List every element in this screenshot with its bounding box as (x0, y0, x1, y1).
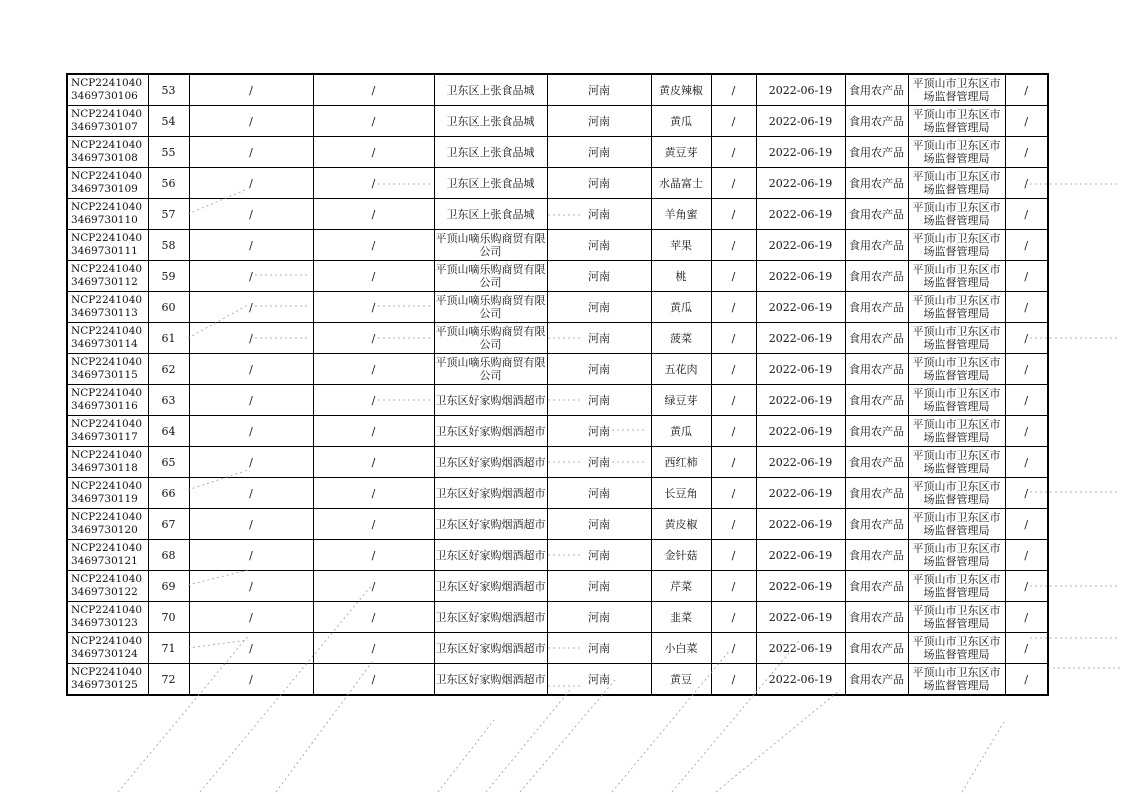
product-name-cell: 芹菜 (651, 571, 711, 602)
seller-cell: 卫东区好家购烟酒超市 (434, 416, 547, 447)
row-number-cell: 65 (148, 447, 189, 478)
table-row (67, 416, 1048, 447)
seller-cell: 平顶山嘀乐购商贸有限公司 (434, 323, 547, 354)
seller-cell: 卫东区好家购烟酒超市 (434, 385, 547, 416)
table-row (67, 354, 1048, 385)
sample-code-cell: NCP22410403469730115 (67, 354, 148, 385)
product-name-cell: 苹果 (651, 230, 711, 261)
sample-code-cell: NCP22410403469730122 (67, 571, 148, 602)
slash-cell: / (189, 106, 313, 137)
slash-cell: / (711, 199, 756, 230)
origin-cell: 河南 (547, 106, 651, 137)
slash-cell: / (1005, 323, 1048, 354)
category-cell: 食用农产品 (845, 478, 908, 509)
table-row (67, 602, 1048, 633)
table-row (67, 571, 1048, 602)
sample-code-cell: NCP22410403469730118 (67, 447, 148, 478)
slash-cell: / (1005, 168, 1048, 199)
slash-cell: / (313, 261, 434, 292)
slash-cell: / (711, 292, 756, 323)
authority-cell: 平顶山市卫东区市场监督管理局 (908, 323, 1005, 354)
category-cell: 食用农产品 (845, 230, 908, 261)
slash-cell: / (711, 509, 756, 540)
sample-code-cell: NCP22410403469730114 (67, 323, 148, 354)
origin-cell: 河南 (547, 478, 651, 509)
slash-cell: / (313, 664, 434, 696)
seller-cell: 卫东区好家购烟酒超市 (434, 633, 547, 664)
category-cell: 食用农产品 (845, 664, 908, 696)
table-row (67, 540, 1048, 571)
row-number-cell: 71 (148, 633, 189, 664)
seller-cell: 卫东区上张食品城 (434, 106, 547, 137)
date-cell: 2022-06-19 (756, 354, 845, 385)
product-name-cell: 水晶富士 (651, 168, 711, 199)
slash-cell: / (1005, 261, 1048, 292)
slash-cell: / (313, 540, 434, 571)
table-row (67, 323, 1048, 354)
authority-cell: 平顶山市卫东区市场监督管理局 (908, 137, 1005, 168)
slash-cell: / (1005, 106, 1048, 137)
sample-code-cell: NCP22410403469730123 (67, 602, 148, 633)
slash-cell: / (313, 74, 434, 106)
seller-cell: 卫东区上张食品城 (434, 199, 547, 230)
category-cell: 食用农产品 (845, 633, 908, 664)
sample-code-cell: NCP22410403469730112 (67, 261, 148, 292)
slash-cell: / (1005, 478, 1048, 509)
slash-cell: / (711, 106, 756, 137)
slash-cell: / (313, 509, 434, 540)
sample-code-cell: NCP22410403469730119 (67, 478, 148, 509)
row-number-cell: 55 (148, 137, 189, 168)
row-number-cell: 56 (148, 168, 189, 199)
sample-code-cell: NCP22410403469730109 (67, 168, 148, 199)
product-name-cell: 小白菜 (651, 633, 711, 664)
slash-cell: / (1005, 292, 1048, 323)
authority-cell: 平顶山市卫东区市场监督管理局 (908, 74, 1005, 106)
origin-cell: 河南 (547, 664, 651, 696)
sample-code-cell: NCP22410403469730117 (67, 416, 148, 447)
slash-cell: / (711, 416, 756, 447)
seller-cell: 卫东区好家购烟酒超市 (434, 509, 547, 540)
slash-cell: / (189, 385, 313, 416)
product-name-cell: 黄皮椒 (651, 509, 711, 540)
slash-cell: / (313, 478, 434, 509)
sample-code-cell: NCP22410403469730107 (67, 106, 148, 137)
authority-cell: 平顶山市卫东区市场监督管理局 (908, 199, 1005, 230)
slash-cell: / (1005, 540, 1048, 571)
product-name-cell: 桃 (651, 261, 711, 292)
origin-cell: 河南 (547, 540, 651, 571)
slash-cell: / (313, 633, 434, 664)
slash-cell: / (189, 478, 313, 509)
slash-cell: / (189, 540, 313, 571)
date-cell: 2022-06-19 (756, 106, 845, 137)
date-cell: 2022-06-19 (756, 571, 845, 602)
category-cell: 食用农产品 (845, 354, 908, 385)
product-name-cell: 黄豆 (651, 664, 711, 696)
authority-cell: 平顶山市卫东区市场监督管理局 (908, 664, 1005, 696)
date-cell: 2022-06-19 (756, 74, 845, 106)
product-name-cell: 黄瓜 (651, 292, 711, 323)
sample-code-cell: NCP22410403469730106 (67, 74, 148, 106)
category-cell: 食用农产品 (845, 509, 908, 540)
product-name-cell: 黄豆芽 (651, 137, 711, 168)
slash-cell: / (189, 230, 313, 261)
slash-cell: / (711, 478, 756, 509)
slash-cell: / (711, 571, 756, 602)
date-cell: 2022-06-19 (756, 633, 845, 664)
origin-cell: 河南 (547, 416, 651, 447)
product-name-cell: 黄瓜 (651, 106, 711, 137)
origin-cell: 河南 (547, 571, 651, 602)
date-cell: 2022-06-19 (756, 137, 845, 168)
slash-cell: / (189, 168, 313, 199)
authority-cell: 平顶山市卫东区市场监督管理局 (908, 416, 1005, 447)
authority-cell: 平顶山市卫东区市场监督管理局 (908, 633, 1005, 664)
slash-cell: / (189, 509, 313, 540)
seller-cell: 卫东区好家购烟酒超市 (434, 478, 547, 509)
slash-cell: / (313, 416, 434, 447)
row-number-cell: 70 (148, 602, 189, 633)
category-cell: 食用农产品 (845, 74, 908, 106)
seller-cell: 卫东区上张食品城 (434, 168, 547, 199)
row-number-cell: 61 (148, 323, 189, 354)
category-cell: 食用农产品 (845, 416, 908, 447)
row-number-cell: 57 (148, 199, 189, 230)
slash-cell: / (313, 168, 434, 199)
sample-code-cell: NCP22410403469730108 (67, 137, 148, 168)
slash-cell: / (711, 354, 756, 385)
slash-cell: / (313, 385, 434, 416)
sample-code-cell: NCP22410403469730124 (67, 633, 148, 664)
table-row (67, 261, 1048, 292)
seller-cell: 平顶山嘀乐购商贸有限公司 (434, 261, 547, 292)
slash-cell: / (189, 447, 313, 478)
category-cell: 食用农产品 (845, 385, 908, 416)
seller-cell: 平顶山嘀乐购商贸有限公司 (434, 292, 547, 323)
slash-cell: / (1005, 230, 1048, 261)
slash-cell: / (189, 602, 313, 633)
authority-cell: 平顶山市卫东区市场监督管理局 (908, 168, 1005, 199)
table-row (67, 664, 1048, 696)
slash-cell: / (189, 633, 313, 664)
row-number-cell: 53 (148, 74, 189, 106)
slash-cell: / (189, 354, 313, 385)
slash-cell: / (1005, 74, 1048, 106)
inspection-results-table (66, 73, 1049, 696)
authority-cell: 平顶山市卫东区市场监督管理局 (908, 509, 1005, 540)
origin-cell: 河南 (547, 447, 651, 478)
slash-cell: / (313, 571, 434, 602)
seller-cell: 卫东区好家购烟酒超市 (434, 602, 547, 633)
category-cell: 食用农产品 (845, 323, 908, 354)
slash-cell: / (313, 447, 434, 478)
slash-cell: / (1005, 385, 1048, 416)
slash-cell: / (313, 354, 434, 385)
table-row (67, 509, 1048, 540)
row-number-cell: 67 (148, 509, 189, 540)
slash-cell: / (711, 74, 756, 106)
slash-cell: / (1005, 509, 1048, 540)
date-cell: 2022-06-19 (756, 478, 845, 509)
slash-cell: / (1005, 416, 1048, 447)
slash-cell: / (711, 230, 756, 261)
table-row (67, 106, 1048, 137)
seller-cell: 平顶山嘀乐购商贸有限公司 (434, 230, 547, 261)
row-number-cell: 69 (148, 571, 189, 602)
row-number-cell: 63 (148, 385, 189, 416)
date-cell: 2022-06-19 (756, 602, 845, 633)
authority-cell: 平顶山市卫东区市场监督管理局 (908, 354, 1005, 385)
origin-cell: 河南 (547, 199, 651, 230)
category-cell: 食用农产品 (845, 168, 908, 199)
origin-cell: 河南 (547, 292, 651, 323)
date-cell: 2022-06-19 (756, 416, 845, 447)
product-name-cell: 五花肉 (651, 354, 711, 385)
slash-cell: / (189, 292, 313, 323)
product-name-cell: 菠菜 (651, 323, 711, 354)
slash-cell: / (711, 633, 756, 664)
slash-cell: / (711, 664, 756, 696)
slash-cell: / (313, 199, 434, 230)
slash-cell: / (189, 571, 313, 602)
authority-cell: 平顶山市卫东区市场监督管理局 (908, 385, 1005, 416)
sample-code-cell: NCP22410403469730116 (67, 385, 148, 416)
slash-cell: / (711, 540, 756, 571)
slash-cell: / (189, 261, 313, 292)
date-cell: 2022-06-19 (756, 323, 845, 354)
origin-cell: 河南 (547, 168, 651, 199)
product-name-cell: 西红柿 (651, 447, 711, 478)
table-row (67, 633, 1048, 664)
category-cell: 食用农产品 (845, 602, 908, 633)
category-cell: 食用农产品 (845, 261, 908, 292)
seller-cell: 卫东区好家购烟酒超市 (434, 447, 547, 478)
origin-cell: 河南 (547, 354, 651, 385)
product-name-cell: 长豆角 (651, 478, 711, 509)
category-cell: 食用农产品 (845, 447, 908, 478)
origin-cell: 河南 (547, 509, 651, 540)
slash-cell: / (313, 602, 434, 633)
date-cell: 2022-06-19 (756, 199, 845, 230)
slash-cell: / (313, 230, 434, 261)
seller-cell: 卫东区好家购烟酒超市 (434, 571, 547, 602)
slash-cell: / (1005, 664, 1048, 696)
authority-cell: 平顶山市卫东区市场监督管理局 (908, 230, 1005, 261)
date-cell: 2022-06-19 (756, 230, 845, 261)
slash-cell: / (189, 416, 313, 447)
category-cell: 食用农产品 (845, 540, 908, 571)
product-name-cell: 羊角蜜 (651, 199, 711, 230)
seller-cell: 平顶山嘀乐购商贸有限公司 (434, 354, 547, 385)
sample-code-cell: NCP22410403469730120 (67, 509, 148, 540)
slash-cell: / (1005, 447, 1048, 478)
slash-cell: / (1005, 354, 1048, 385)
authority-cell: 平顶山市卫东区市场监督管理局 (908, 478, 1005, 509)
date-cell: 2022-06-19 (756, 168, 845, 199)
row-number-cell: 62 (148, 354, 189, 385)
seller-cell: 卫东区好家购烟酒超市 (434, 540, 547, 571)
table-row (67, 168, 1048, 199)
slash-cell: / (313, 137, 434, 168)
slash-cell: / (711, 137, 756, 168)
sample-code-cell: NCP22410403469730113 (67, 292, 148, 323)
origin-cell: 河南 (547, 323, 651, 354)
table-row (67, 385, 1048, 416)
authority-cell: 平顶山市卫东区市场监督管理局 (908, 292, 1005, 323)
row-number-cell: 72 (148, 664, 189, 696)
product-name-cell: 黄皮辣椒 (651, 74, 711, 106)
row-number-cell: 60 (148, 292, 189, 323)
seller-cell: 卫东区好家购烟酒超市 (434, 664, 547, 696)
sample-code-cell: NCP22410403469730121 (67, 540, 148, 571)
origin-cell: 河南 (547, 261, 651, 292)
slash-cell: / (711, 447, 756, 478)
table-row (67, 478, 1048, 509)
slash-cell: / (1005, 199, 1048, 230)
slash-cell: / (1005, 571, 1048, 602)
table-row (67, 292, 1048, 323)
slash-cell: / (1005, 137, 1048, 168)
slash-cell: / (711, 261, 756, 292)
product-name-cell: 黄瓜 (651, 416, 711, 447)
origin-cell: 河南 (547, 74, 651, 106)
authority-cell: 平顶山市卫东区市场监督管理局 (908, 447, 1005, 478)
sample-code-cell: NCP22410403469730125 (67, 664, 148, 696)
product-name-cell: 绿豆芽 (651, 385, 711, 416)
date-cell: 2022-06-19 (756, 540, 845, 571)
slash-cell: / (711, 168, 756, 199)
seller-cell: 卫东区上张食品城 (434, 74, 547, 106)
category-cell: 食用农产品 (845, 199, 908, 230)
slash-cell: / (313, 323, 434, 354)
seller-cell: 卫东区上张食品城 (434, 137, 547, 168)
origin-cell: 河南 (547, 137, 651, 168)
slash-cell: / (189, 199, 313, 230)
slash-cell: / (189, 137, 313, 168)
slash-cell: / (313, 106, 434, 137)
origin-cell: 河南 (547, 230, 651, 261)
slash-cell: / (711, 323, 756, 354)
row-number-cell: 64 (148, 416, 189, 447)
slash-cell: / (711, 385, 756, 416)
product-name-cell: 金针菇 (651, 540, 711, 571)
slash-cell: / (189, 664, 313, 696)
origin-cell: 河南 (547, 633, 651, 664)
sample-code-cell: NCP22410403469730111 (67, 230, 148, 261)
table-row (67, 230, 1048, 261)
table-body (67, 74, 1048, 695)
slash-cell: / (313, 292, 434, 323)
origin-cell: 河南 (547, 385, 651, 416)
category-cell: 食用农产品 (845, 137, 908, 168)
category-cell: 食用农产品 (845, 571, 908, 602)
authority-cell: 平顶山市卫东区市场监督管理局 (908, 540, 1005, 571)
slash-cell: / (1005, 602, 1048, 633)
row-number-cell: 58 (148, 230, 189, 261)
table-row (67, 74, 1048, 106)
authority-cell: 平顶山市卫东区市场监督管理局 (908, 261, 1005, 292)
slash-cell: / (189, 323, 313, 354)
sample-code-cell: NCP22410403469730110 (67, 199, 148, 230)
table-row (67, 199, 1048, 230)
date-cell: 2022-06-19 (756, 385, 845, 416)
origin-cell: 河南 (547, 602, 651, 633)
date-cell: 2022-06-19 (756, 447, 845, 478)
authority-cell: 平顶山市卫东区市场监督管理局 (908, 602, 1005, 633)
authority-cell: 平顶山市卫东区市场监督管理局 (908, 571, 1005, 602)
table-row (67, 447, 1048, 478)
slash-cell: / (1005, 633, 1048, 664)
row-number-cell: 68 (148, 540, 189, 571)
slash-cell: / (189, 74, 313, 106)
date-cell: 2022-06-19 (756, 261, 845, 292)
row-number-cell: 54 (148, 106, 189, 137)
table-row (67, 137, 1048, 168)
date-cell: 2022-06-19 (756, 664, 845, 696)
date-cell: 2022-06-19 (756, 509, 845, 540)
category-cell: 食用农产品 (845, 106, 908, 137)
date-cell: 2022-06-19 (756, 292, 845, 323)
slash-cell: / (711, 602, 756, 633)
row-number-cell: 66 (148, 478, 189, 509)
row-number-cell: 59 (148, 261, 189, 292)
product-name-cell: 韭菜 (651, 602, 711, 633)
category-cell: 食用农产品 (845, 292, 908, 323)
authority-cell: 平顶山市卫东区市场监督管理局 (908, 106, 1005, 137)
